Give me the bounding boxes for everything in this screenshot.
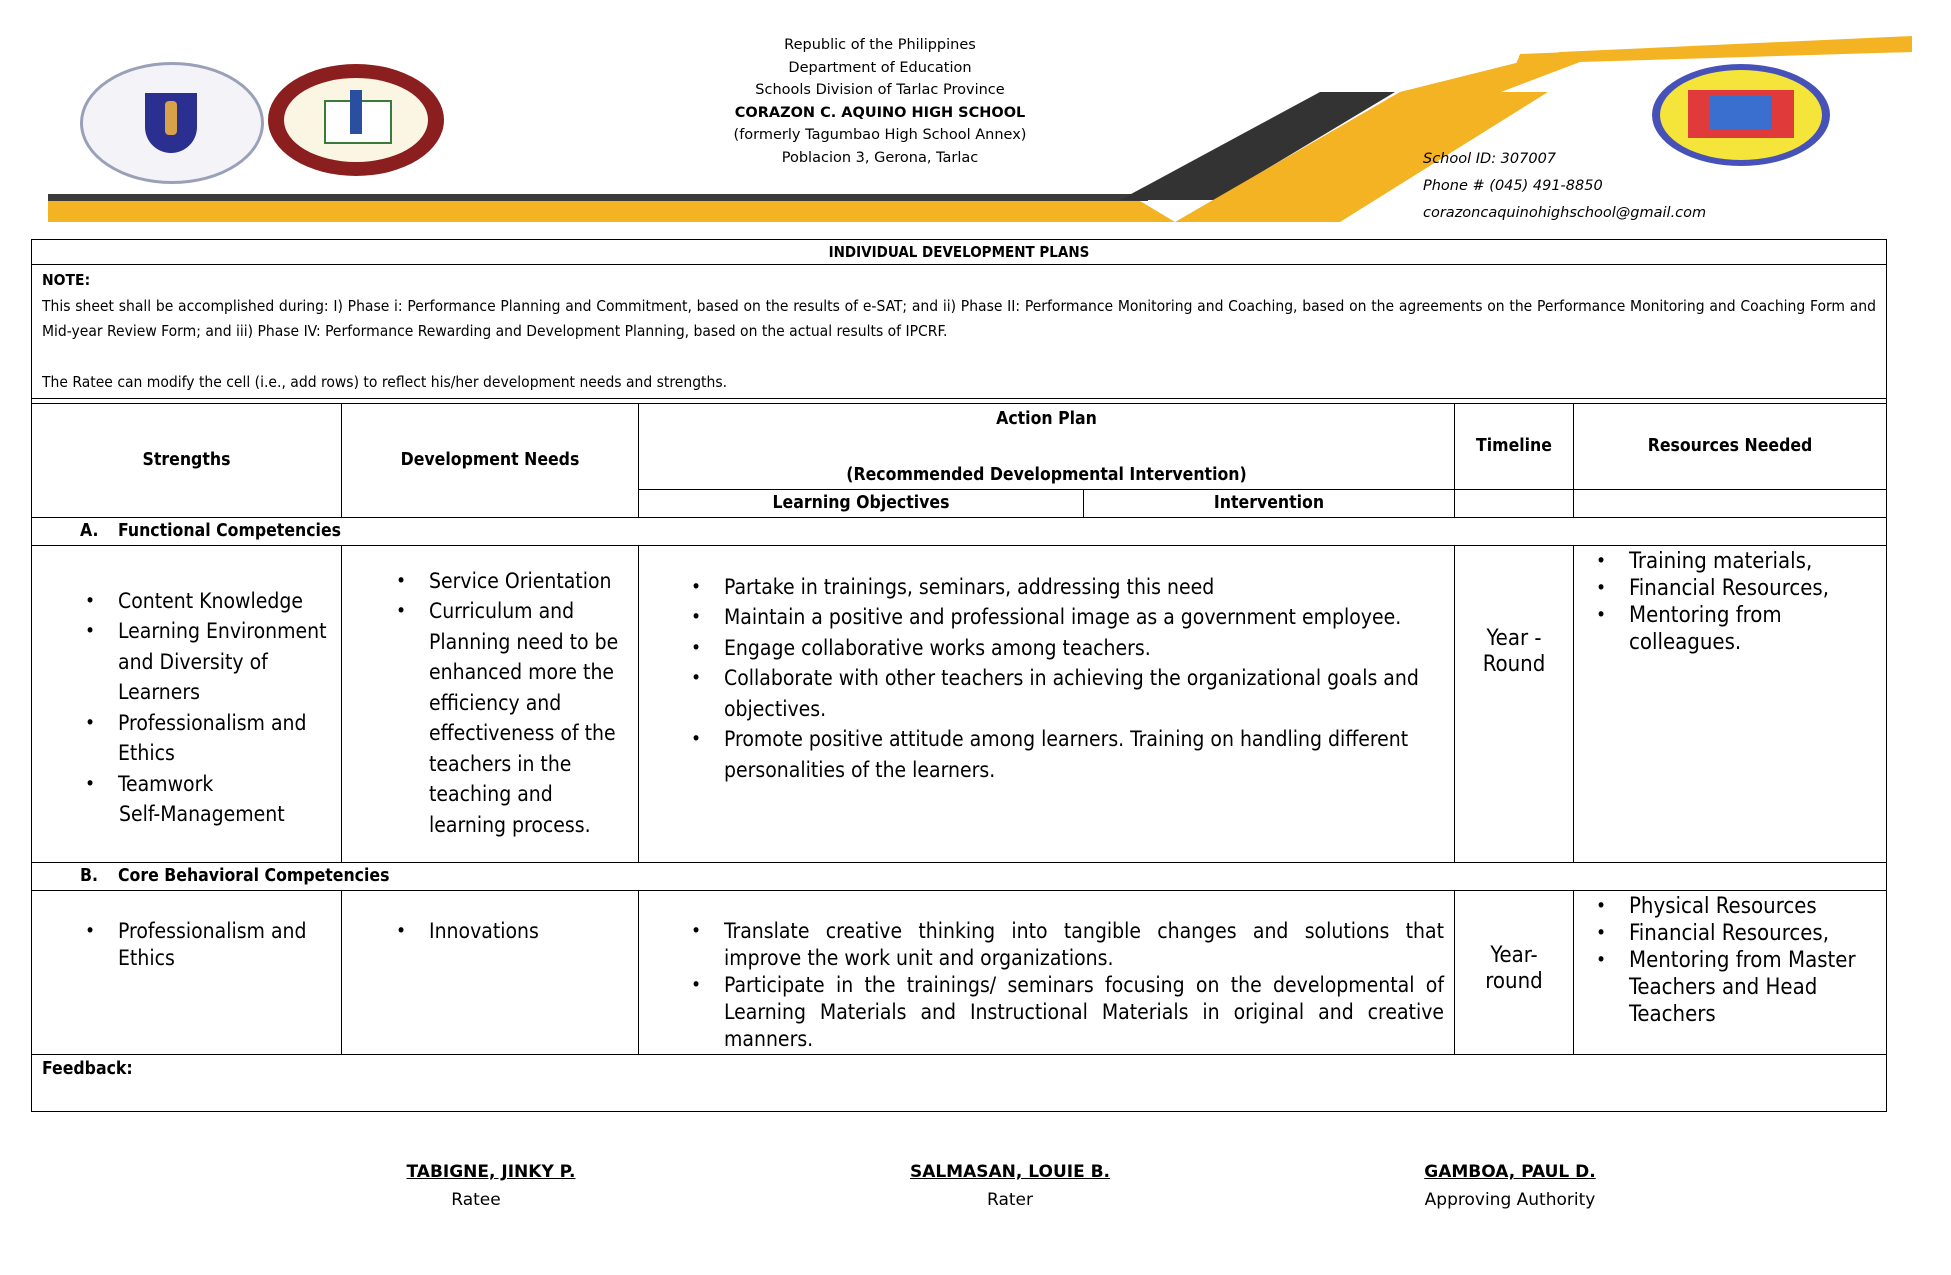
- strength-item: • Professionalism and Ethics: [75, 918, 335, 972]
- header-address: Poblacion 3, Gerona, Tarlac: [781, 149, 979, 166]
- header-resources: Resources Needed: [1574, 403, 1887, 489]
- rater-role: Rater: [987, 1190, 1033, 1210]
- action-item: • Maintain a positive and professional image as a government employee.: [681, 602, 1434, 633]
- section-b-header: [32, 862, 1887, 890]
- strength-item: • Professionalism and Ethics: [75, 708, 335, 769]
- header-division: Schools Division of Tarlac Province: [755, 82, 1005, 98]
- resource-item: • Financial Resources,: [1586, 920, 1878, 947]
- feedback-cell[interactable]: [32, 1054, 1887, 1111]
- note-label: NOTE:: [42, 271, 91, 289]
- section-b-development-needs: [342, 890, 639, 1054]
- signatory-rater: [900, 1158, 1120, 1214]
- strength-item: • Content Knowledge: [75, 586, 335, 617]
- idp-table: [31, 239, 1887, 1112]
- header-development-needs: Development Needs: [342, 403, 639, 517]
- deped-torch-icon: [165, 101, 177, 135]
- section-a-strengths: [32, 545, 342, 862]
- need-item: • Service Orientation: [386, 566, 632, 597]
- division-torch-icon: [350, 90, 362, 134]
- strength-item: • Learning Environment and Diversity of Learners: [75, 616, 335, 708]
- section-a-letter: A.: [80, 520, 99, 541]
- resource-item: • Financial Resources,: [1586, 575, 1878, 602]
- section-b-strengths: [32, 890, 342, 1054]
- action-item: • Partake in trainings, seminars, addressing this need: [681, 572, 1434, 603]
- need-item: • Curriculum and Planning need to be enhanced more the efficiency and effectiveness of the teachers in the teaching and learning process.: [386, 596, 632, 840]
- timeline-value: Year-round: [1485, 942, 1543, 994]
- header-intervention: Intervention: [1084, 489, 1455, 517]
- header-timeline-blank: [1455, 489, 1574, 517]
- header-strengths: Strengths: [32, 403, 342, 517]
- action-item: • Promote positive attitude among learners. Training on handling different personalities of the learners.: [681, 724, 1434, 785]
- approver-name: GAMBOA, PAUL D.: [1424, 1162, 1596, 1182]
- section-a-development-needs: [342, 545, 639, 862]
- action-item: • Translate creative thinking into tangible changes and solutions that improve the work unit and organizations.: [681, 918, 1444, 972]
- note-block: [32, 265, 1887, 399]
- section-b-resources: [1574, 890, 1887, 1054]
- signatory-approver: [1390, 1158, 1630, 1214]
- timeline-value: Year - Round: [1482, 625, 1546, 677]
- form-title: INDIVIDUAL DEVELOPMENT PLANS: [32, 240, 1887, 265]
- strength-item: • Teamwork: [75, 769, 335, 800]
- ratee-name: TABIGNE, JINKY P.: [406, 1162, 576, 1182]
- section-b-timeline: [1455, 890, 1574, 1054]
- header-republic: Republic of the Philippines: [784, 37, 976, 53]
- deped-seal-logo: [80, 62, 264, 184]
- action-item: • Participate in the trainings/ seminars focusing on the developmental of Learning Materials and Instructional Materials in original and creative manners.: [681, 972, 1444, 1053]
- header-timeline: Timeline: [1455, 403, 1574, 489]
- rater-name: SALMASAN, LOUIE B.: [909, 1162, 1111, 1182]
- note-text: This sheet shall be accomplished during: I) Phase i: Performance Planning and Commitment, based on the results of e-SAT; and ii) Phase II: Performance Monitoring and Coaching, based on the agreements on the Performance Monitoring and Coaching Form and Mid-year Review Form; and iii) Phase IV: Performance Rewarding and Development Planning, based on the actual results of IPCRF.: [42, 296, 1876, 340]
- action-item: • Collaborate with other teachers in achieving the organizational goals and objectives.: [681, 663, 1434, 724]
- header-department: Department of Education: [788, 59, 972, 76]
- division-seal-logo: [268, 64, 444, 176]
- letterhead-text: [700, 34, 1060, 169]
- school-phone: Phone # (045) 491-8850: [1423, 178, 1603, 194]
- resource-item: • Mentoring from colleagues.: [1586, 602, 1878, 656]
- feedback-label: Feedback:: [42, 1058, 133, 1079]
- section-a-resources: [1574, 545, 1887, 862]
- section-b-title: Core Behavioral Competencies: [118, 865, 390, 886]
- header-learning-objectives: Learning Objectives: [639, 489, 1084, 517]
- section-b-action-plan: [639, 890, 1455, 1054]
- ratee-role: Ratee: [451, 1190, 501, 1210]
- note-modify: The Ratee can modify the cell (i.e., add rows) to reflect his/her development needs and strengths.: [42, 373, 728, 391]
- header-resources-blank: [1574, 489, 1887, 517]
- header-action-plan: [639, 403, 1455, 489]
- strength-extra: Self-Management: [119, 802, 285, 826]
- section-a-title: Functional Competencies: [118, 520, 342, 541]
- action-plan-subtitle: (Recommended Developmental Intervention): [846, 464, 1247, 485]
- section-a-action-plan: [639, 545, 1455, 862]
- section-a-timeline: [1455, 545, 1574, 862]
- approver-role: Approving Authority: [1424, 1190, 1596, 1210]
- action-plan-title: Action Plan: [996, 408, 1097, 429]
- section-b-letter: B.: [80, 865, 98, 886]
- resource-item: • Training materials,: [1586, 548, 1878, 575]
- action-item: • Engage collaborative works among teachers.: [681, 633, 1434, 664]
- school-id: School ID: 307007: [1423, 151, 1557, 167]
- school-email: corazoncaquinohighschool@gmail.com: [1423, 205, 1707, 221]
- school-contact: [1423, 146, 1706, 227]
- header-school-name: CORAZON C. AQUINO HIGH SCHOOL: [734, 104, 1026, 121]
- resource-item: • Mentoring from Master Teachers and Head Teachers: [1586, 947, 1878, 1028]
- section-a-header: [32, 517, 1887, 545]
- header-former-name: (formerly Tagumbao High School Annex): [733, 127, 1027, 143]
- need-item: • Innovations: [386, 918, 632, 945]
- school-book-dove-icon: [1710, 96, 1772, 130]
- signatory-ratee: [366, 1158, 586, 1214]
- resource-item: • Physical Resources: [1586, 893, 1878, 920]
